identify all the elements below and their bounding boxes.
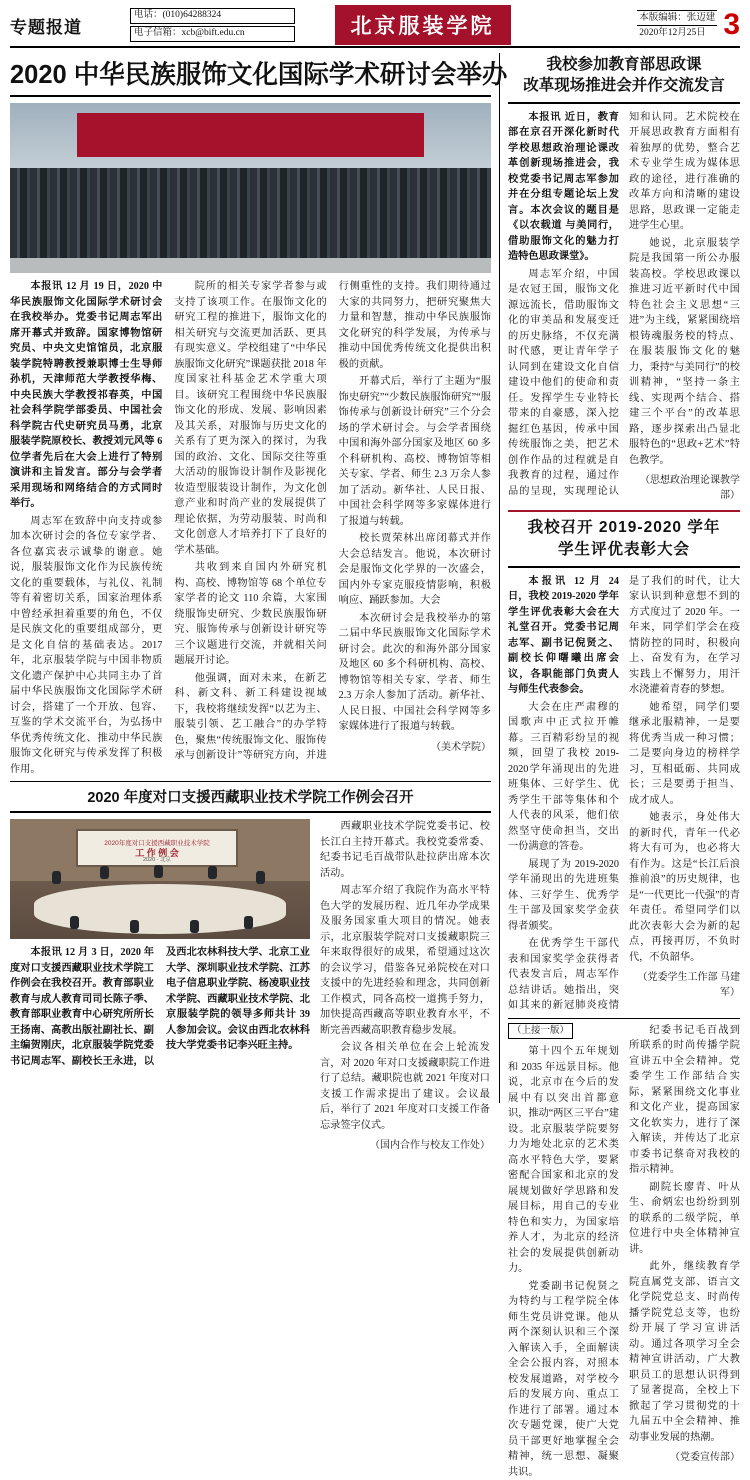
- paragraph: 西藏职业技术学院党委书记、校长江白主持开幕式。我校党委常委、纪委书记毛百战带队赴拉萨出席本次活动。: [320, 821, 490, 879]
- paragraph: 周志军介绍，中国是农冠王国，服饰文化源远流长，借助服饰文化的审美品和发展变迁的历史脉络，不仅充满时代感，更让青年学子认同到在建设文化自信建设中他们的使命和责任。发挥学生专业特长带来的自豪感，深入挖掘红色基因，传承中国传统服饰之美，把艺术创作作品的过程就是自我教育的过程，通过作品的呈现，实现理论认知和认同。艺术院校在开展思政教育方面相有着独厚的优势，整合艺术专业学生成为媒体思政的途径，进行准确的改革方向和清晰的建设思路，思政课一定能走进学生心里。: [508, 111, 740, 497]
- left-column: [10, 53, 508, 1151]
- photo2-seat: [154, 865, 163, 878]
- photo2-seat: [100, 866, 109, 879]
- right-article2-headline-line1: 我校召开 2019-2020 学年: [527, 519, 721, 537]
- masthead-right: [550, 6, 740, 44]
- second-article-body: [10, 819, 491, 1161]
- date-line: 2020年12月25日: [639, 28, 706, 38]
- second-article-text-left: [10, 945, 310, 1069]
- paragraph: 本报讯 12 月 24 日，我校 2019-2020 学年学生评优表彰大会在大礼堂召开。党委书记周志军、副书记倪贤之、副校长仰曙曦出席会议，各职能部门负责人与师生代表参会。: [508, 575, 619, 696]
- logo-container: [295, 6, 550, 44]
- second-article-headline: 2020 年度对口支援西藏职业技术学院工作例会召开: [87, 790, 414, 806]
- section-divider: [10, 781, 491, 782]
- main-article-photo: [10, 103, 491, 273]
- headline-rule: [10, 95, 491, 97]
- second-article-right: [320, 819, 490, 1161]
- article-signature: （美术学院）: [430, 741, 491, 753]
- masthead: [10, 6, 740, 48]
- continued-label: （上接一版）: [508, 1023, 573, 1039]
- edition-info: [637, 10, 723, 41]
- publication-logo: 北京服装学院: [335, 5, 511, 45]
- photo2-seat: [130, 920, 139, 933]
- page-number: 3: [723, 8, 740, 41]
- right-article1-headline-line2: 改革现场推进会并作交流发言: [523, 76, 725, 94]
- section-title: 专题报道: [10, 17, 82, 37]
- photo2-seat: [70, 916, 79, 929]
- photo2-seat: [190, 920, 199, 933]
- right-article2-text: [508, 574, 740, 1014]
- second-article-left: [10, 819, 310, 1161]
- paragraph: 此外，继续教育学院直属党支部、语言文化学院党总支、时尚传播学院党总支等，也纷纷开展了学习宣讲活动。通过各项学习全会精神宣讲活动，广大教职员工的思想认识得到了显著提高，全校上下掀起了学习贯彻党的十九届五中全会精神、推动事业发展的热潮。: [629, 1261, 740, 1443]
- paragraph: 本次研讨会是我校举办的第二届中华民族服饰文化国际学术研讨会。此次的和海外部分国家及地区 60 多个科研机构、高校、博物馆等相关专家、学者、师生 2.3 万余人参加了活动。新华社、人民日报、中国社会科学网等多家媒体进行了报道与转载。: [338, 612, 491, 732]
- paragraph: 本报讯 12 月 3 日，2020 年度对口支援西藏职业技术学院工作例会在我校召开。教育部职业教育与成人教育司司长陈子季、教育部职业教育中心研究所所长王扬南、高教出版社副社长、副主编贺刚庆，北京服装学院党委书记周志军、副校长王永进，以及西北农林科技大学、北京工业大学、深圳职业技术学院、江苏电子信息职业学院、杨凌职业技术学院、西藏职业技术学院、北京服装学院的领导多师共计 39 人参加会议。会议由西北农林科技大学党委书记李兴旺主持。: [10, 947, 310, 1067]
- paragraph: 副院长廖青、叶从生、俞炳宏也纷纷到别的联系的二级学院，单位进行中央全体精神宣讲。: [629, 1181, 740, 1255]
- paragraph: 周志军介绍了我院作为高水平特色大学的发展历程、近几年办学成果及服务国家重大项目的情况。她表示，北京服装学院对口支援藏职院三年来取得很好的成果，希望通过这次的会议学习，借鉴各兄弟院校在对口支援中的先进经验和理念，共同创新工作模式，同各高校一道携手努力，加快提高西藏高等职业教育水平，不断完善西藏高职教育稳步发展。: [320, 885, 490, 1036]
- right-article2-headline-line2: 学生评优表彰大会: [557, 541, 690, 559]
- photo2-screen-line1: 2020年度对口支援西藏职业技术学院: [104, 840, 210, 848]
- right-headline2-rule: [508, 566, 740, 568]
- paragraph: 本报讯 近日，教育部在京召开深化新时代学校思想政治理论课改革创新现场推进会，我校党委书记周志军参加并在分组专题论坛上发言。本次会议的题目是《以农载道 与美同行，借助服饰文化的魅力打造特色思政课堂》。: [508, 111, 619, 263]
- right-divider: [508, 1018, 740, 1019]
- photo-banner: [77, 113, 423, 157]
- paragraph: 她希望，同学们要继承北服精神，一是要将优秀当成一种习惯；二是要向身边的榜样学习，互相砥砺、共同成长；三是要勇于担当、成才成人。: [629, 701, 740, 806]
- photo2-seat: [52, 871, 61, 884]
- main-article-text: [10, 279, 491, 777]
- photo2-screen-line3: 2020 · 北京: [142, 857, 172, 864]
- paragraph: 第十四个五年规划和 2035 年远景目标。他说，北京市在今后的发展中有以突出首都意识，推动“两区三平台”建设。北京服装学院要努力为地处北京的艺术类高水平特色大学，要紧密配合国家和北京的发展规划做好学思路和发展目标，用自己的专业特色和实力，为国家培养人才，为北京的经济社会的发展提供创新动力。: [508, 1046, 619, 1275]
- paragraph: 在优秀学生干部代表和国家奖学金获得者代表发言后，周志军作总结讲话。她指出，突如其来的新冠肺炎疫情是了我们的时代，让大家认识到种意想不到的方式度过了 2020 年。一年来，同学们学会在疫情防控的同时，积极向上、奋发有为，在学习实践上不懈努力，用汗水浇灌着青春的梦想。: [508, 575, 740, 1012]
- right-article3-text: [508, 1023, 740, 1480]
- paragraph: 她说，北京服装学院是我国第一所公办服装高校。学校思政课以推进习近平新时代中国特色社会主义思想“三进”为主线，紧紧围绕培根铸魂服务校的特点、在服装服饰文化的魅力，秉持“与美同行”的校训精神，“坚持一条主线、实现两个结合、搭建三个平台”的改革思路，逐步探索出凸显北服特色的“思政+艺术”特色教学。: [629, 237, 740, 466]
- paragraph: 纪委书记毛百战到所联系的时尚传播学院宣讲五中全会精神。党委学生工作部结合实际，紧紧围绕文化事业和文化产业，提高国家文化软实力，进行了深入解读，并传达了北京市委书记蔡奇对我校的指示精神。: [629, 1024, 740, 1176]
- right-article1-headline: [508, 55, 740, 97]
- photo-ground: [10, 258, 491, 273]
- paragraph: 她表示，身处伟大的新时代，青年一代必将大有可为，也必将大有作为。这是“长江后浪推前浪”的历史规律，也是“一代更比一代强”的青年责任。希望同学们以此次表彰大会为新的起点，再接再厉，不负时代，不负韶华。: [629, 812, 740, 963]
- right-headline-rule: [508, 102, 740, 104]
- main-headline: 2020 中华民族服饰文化国际学术研讨会举办: [10, 61, 508, 89]
- article-signature: （国内合作与校友工作处）: [370, 1140, 490, 1151]
- right-article1-headline-line1: 我校参加教育部思政课: [546, 56, 702, 73]
- paragraph: 会议各相关单位在会上轮流发言，对 2020 年对口支援藏职院工作进行了总结。藏职院也就 2021 年度对口支援工作需求提出了建议。会议最后，举行了 2021 年度对口支援工作备忘录签字仪式。: [320, 1042, 490, 1131]
- second-headline-rule: [10, 811, 491, 813]
- red-divider: [508, 510, 740, 512]
- paragraph: 开幕式后，举行了主题为“服饰史研究”“少数民族服饰研究”“服饰传承与创新设计研究”三个分会场的学术研讨会。与会学者围绕中国和海外部分国家及地区 60 多个科研机构、高校、博物馆等相关专家、学者、师生 2.3 万余人参加了活动。新华社、人民日报、中国社会科学网等多家媒体进行了报道与转载。: [338, 376, 491, 527]
- paragraph: 校长贾荣林出席闭幕式并作大会总结发言。他说，本次研讨会是服饰文化学界的一次盛会，国内外专家克服疫情影响，积极响应、踊跃参加。大会: [338, 533, 491, 606]
- photo2-seat: [256, 871, 265, 884]
- article-signature: （党委宣传部）: [670, 1452, 740, 1464]
- second-article-photo: [10, 819, 310, 939]
- contact-info: [130, 6, 295, 44]
- paragraph: 共收到来自国内外研究机构、高校、博物馆等 68 个单位专家学者的论文 110 余篇，大家围绕服饰史研究、少数民族服饰研究、服饰传承与创新设计研究等三个议题进行交流，并就相关问题展开讨论。: [174, 562, 327, 666]
- paragraph: 展现了为 2019-2020 学年涌现出的先进班集体、三好学生、优秀学生干部及国家奖学金获得者颁奖。: [508, 858, 619, 932]
- paragraph: 周志军在致辞中向支持或参加本次研讨会的各位专家学者、各位嘉宾表示诚挚的谢意。她说，服装服饰文化作为民族传统文化的重要载体，与礼仪、礼制等有着密切关系，国家治理体系中曾经承担着重要的角色，不仅是民族文化的重要组成部分，更是文化自信的基础表达。2017 年，北京服装学院与中国非物质文化遗产保护中心共同主办了首届中华民族服饰文化国际学术研讨会，搭建了一个开放、包容、互鉴的学术交流平台，为弘扬中华优秀传统文化、推动中华民族服饰文化研究与传承发挥了积极作用。: [10, 515, 163, 775]
- paragraph: 党委副书记倪贤之为特约与工程学院全体师生党员讲党课。他从两个深刻认识和三个深入解读入手，全面解读全会公报内容，对照本校发展道路，对学校今后的发展方向、重点工作进行了部署。通过本次专题党课，使广大党员干部更好地掌握全会精神，统一思想、凝聚共识。: [508, 1280, 619, 1478]
- paragraph: 他强调，面对未来，在新艺科、新文科、新工科建设视域下，我校将继续发挥“以艺为主、服装引领、艺工融合”的办学特色，聚焦“传统服饰文化、服饰传承与创新设计”等研究方向，并进行侧重性的支持。我们期待通过大家的共同努力，把研究聚焦大力量和智慧，推动中华民族服饰文化研究的科学发展，为传承与推动中国优秀传统文化提供出积极的贡献。: [174, 281, 491, 761]
- article-signature: （党委学生工作部 马建军）: [637, 972, 740, 999]
- paragraph: 大会在庄严肃穆的国歌声中正式拉开帷幕。三百精彩纷呈的视频，回望了我校 2019-2020学年涌现出的先进班集体、三好学生、优秀学生干部等集体和个人代表的风采，他们依然坚守使命担当，交出一份满意的答卷。: [508, 701, 619, 853]
- paragraph: 院所的相关专家学者参与或支持了该项工作。在服饰文化的研究工程的推进下，服饰文化的相关研究与交流更加活跃、更具有现实意义。学校组建了“中华民族服饰文化研究”课题获批 2018 年度国家社科基金艺术学重大项目。该研究工程围绕中华民族服饰文化的形成、发展、影响因素及其关系，对服饰与历史文化的关系有了更为深入的探讨，为我国的政治、文化、国际交往等重大活动的服饰设计制作及影视化妆造型服装设计制作，为文化创意产业和时尚产业的发展提供了理论依据，为劳动服装、时尚和文化创意人才培养打下了良好的学术基础。: [174, 281, 327, 556]
- right-article1-text: [508, 110, 740, 506]
- right-article2-headline: [508, 517, 740, 560]
- page-body: [10, 53, 740, 1478]
- photo2-screen: [76, 829, 238, 867]
- article-signature: （思想政治理论课教学部）: [640, 475, 740, 502]
- editor-line: 本版编辑：张迈建: [637, 10, 717, 26]
- right-column: [500, 53, 740, 1478]
- photo2-screen-line2: 工 作 例 会: [135, 848, 179, 859]
- paragraph: 本报讯 12 月 19 日，2020 中华民族服饰文化国际学术研讨会在我校举办。党委书记周志军出席开幕式并致辞。国家博物馆研究员、中央文史馆馆员，北京服装学院特聘教授兼职博士生导师孙机，天津师范大学教授华梅、中央民族大学教授祁春英，中国社会科学院学部委员、中国社会科学院古代史研究员马勇，北京服装学院原校长、教授刘元风等 6 位学者先后在大会上进行了特别演讲和主旨发言。部分与会学者采用现场和网络结合的方式同时举行。: [10, 281, 163, 509]
- photo2-seat: [208, 866, 217, 879]
- paragraph: [508, 1023, 619, 1042]
- email-line: 电子信箱：xcb@bift.edu.cn: [130, 26, 295, 42]
- phone-line: 电话：(010)64288324: [130, 8, 295, 24]
- photo2-seat: [244, 916, 253, 929]
